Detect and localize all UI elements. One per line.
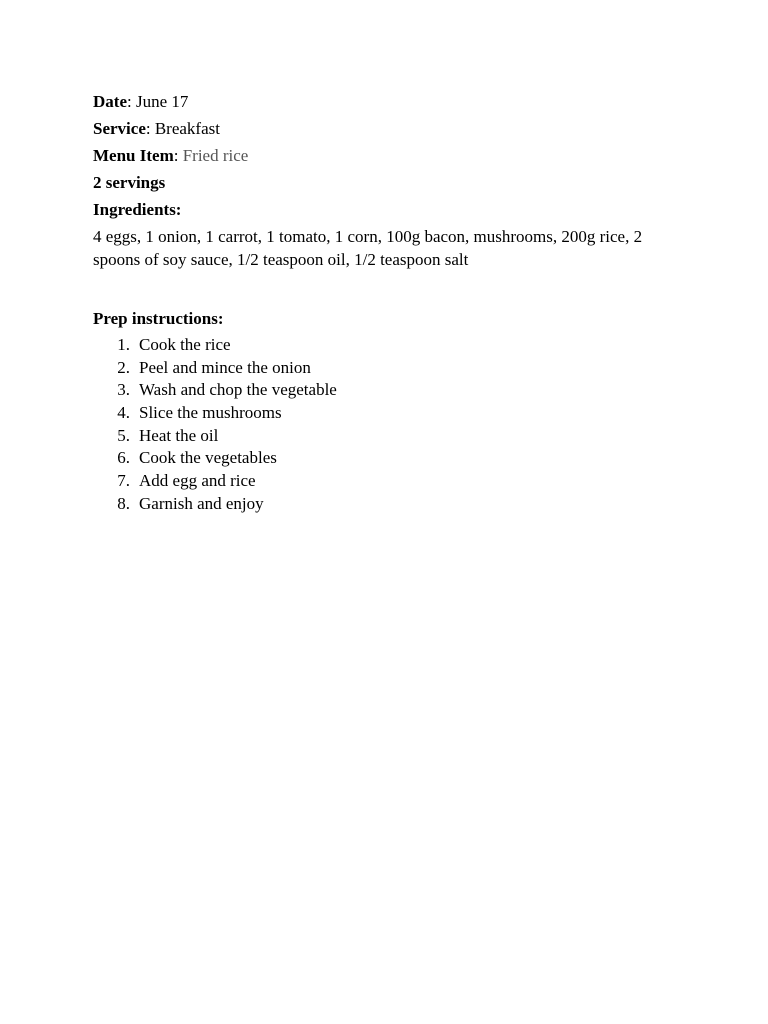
step-text: Wash and chop the vegetable [139,380,337,400]
prep-step [93,357,713,380]
step-number: 7. [117,471,130,491]
step-number: 6. [117,448,130,468]
service-value: Breakfast [154,119,220,138]
step-text: Cook the rice [139,335,231,354]
prep-step [93,379,713,402]
step-text: Slice the mushrooms [139,403,282,423]
date-line: Date: June 17 [93,92,189,111]
prep-step [93,425,713,448]
spacer [93,271,713,307]
menu-item-label: Menu Item [93,146,174,165]
prep-steps [93,334,713,516]
step-number: 3. [117,380,130,400]
service-label: Service [93,119,146,138]
prep-step [93,493,713,516]
date-label: Date [93,92,127,111]
step-number: 8. [117,493,130,513]
prep-step [93,402,713,425]
step-number: 2. [117,357,130,377]
ingredients-heading: Ingredients: [93,200,182,219]
step-text: Heat the oil [139,425,219,445]
prep-heading: Prep instructions: [93,309,224,328]
menu-item-value: Fried rice [182,146,249,165]
ingredients-list: 4 eggs, 1 onion, 1 carrot, 1 tomato, 1 corn, 100g bacon, mushrooms, 200g rice, 2 spoons of soy sauce, 1/2 teaspoon oil, 1/2 teaspoon salt [93,227,643,269]
step-number: 5. [117,425,130,445]
date-value: June 17 [135,92,189,111]
step-number: 4. [117,403,130,423]
prep-step [93,334,713,357]
menu-item-line: Menu Item: Fried rice [93,146,249,165]
step-text: Peel and mince the onion [139,357,311,377]
service-line: Service: Breakfast [93,119,220,138]
prep-step [93,470,713,493]
step-text: Add egg and rice [139,471,256,491]
prep-step [93,447,713,470]
step-number: 1. [117,335,130,354]
step-text: Garnish and enjoy [139,493,264,513]
step-text: Cook the vegetables [139,448,277,468]
servings: 2 servings [93,173,166,192]
recipe-document [93,90,713,516]
